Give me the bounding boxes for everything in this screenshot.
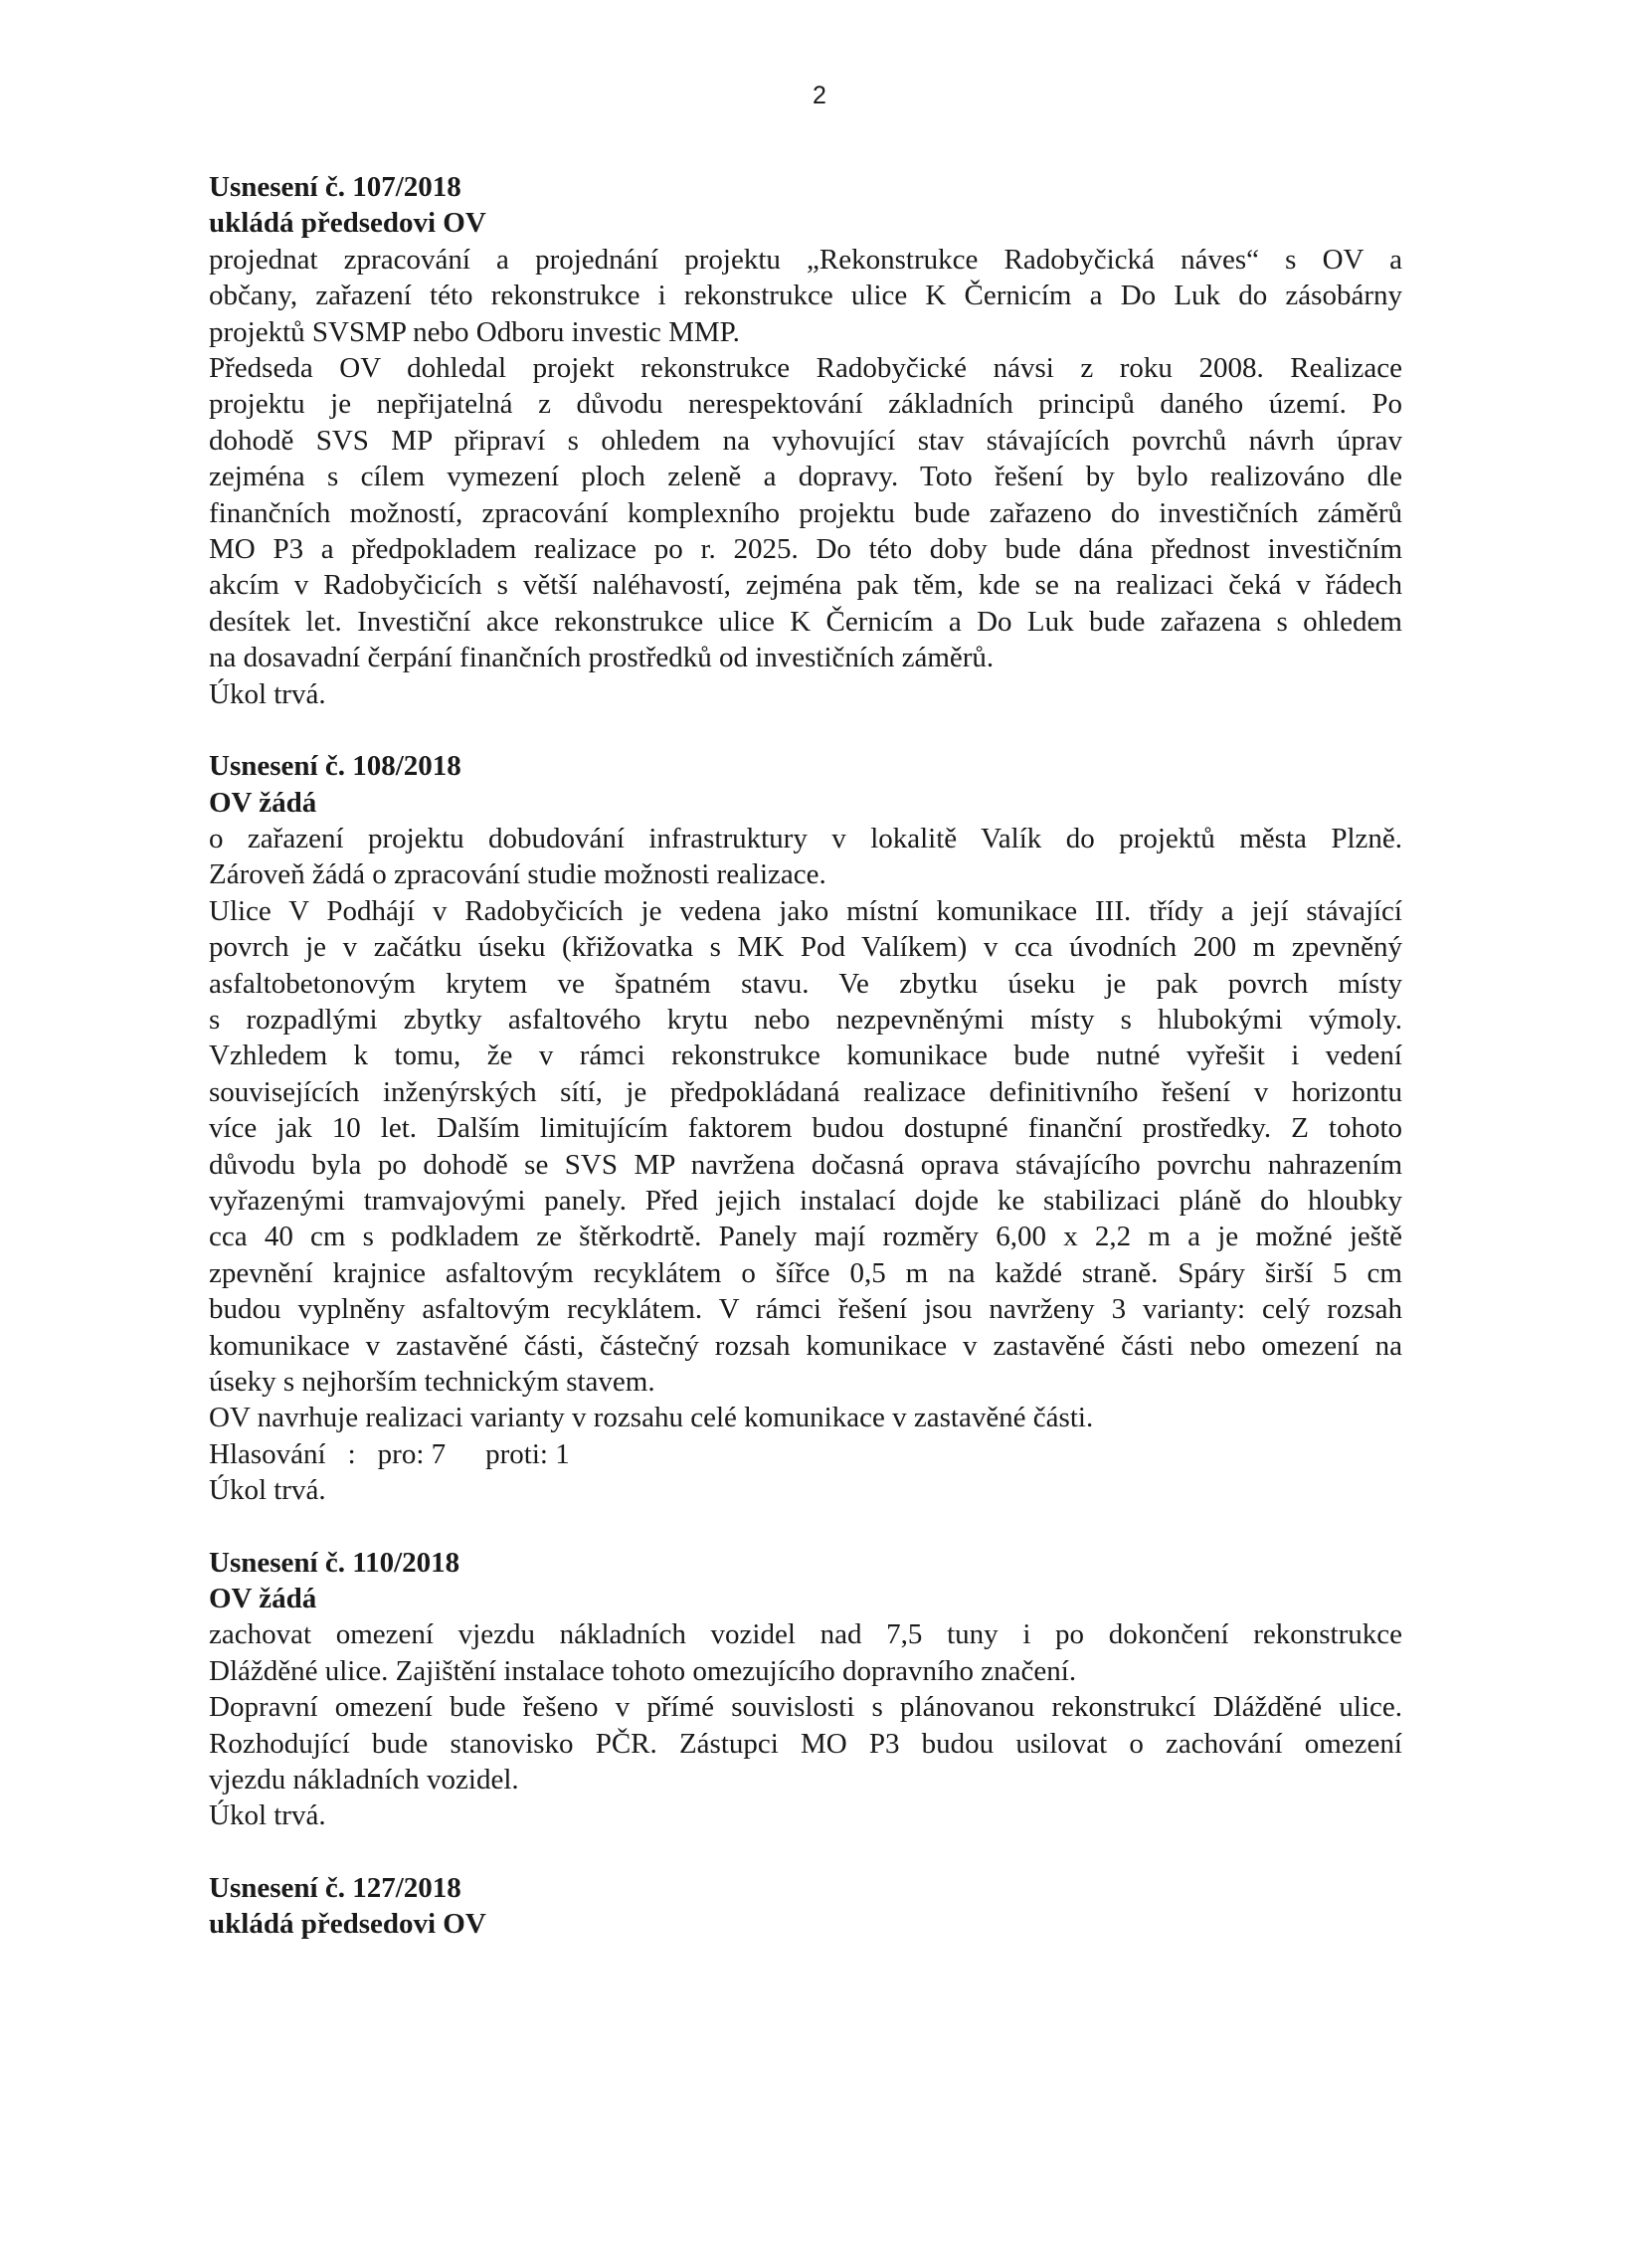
- resolution-number: Usnesení č. 107/2018: [209, 171, 461, 203]
- resolution-108: [209, 748, 1402, 1509]
- resolution-status: Úkol trvá.: [209, 1799, 326, 1832]
- resolution-text-line: zachovat omezení vjezdu nákladních vozidel nad 7,5 tuny i po dokončení rekonstrukce: [209, 1618, 1402, 1651]
- resolution-107: [209, 169, 1402, 712]
- resolution-text-line: asfaltobetonovým krytem ve špatném stavu. Ve zbytku úseku je pak povrch místy: [209, 967, 1402, 1000]
- resolution-number: Usnesení č. 110/2018: [209, 1546, 460, 1579]
- resolution-subject: ukládá předsedovi OV: [209, 1908, 486, 1941]
- resolution-text-line: komunikace v zastavěné části, částečný rozsah komunikace v zastavěné části nebo omezení na: [209, 1329, 1402, 1362]
- resolution-text-line: občany, zařazení této rekonstrukce i rekonstrukce ulice K Černicím a Do Luk do zásobárny: [209, 280, 1402, 312]
- resolution-text-line: o zařazení projektu dobudování infrastruktury v lokalitě Valík do projektů města Plzně.: [209, 822, 1402, 854]
- resolution-text-line: zpevnění krajnice asfaltovým recyklátem o šířce 0,5 m na každé straně. Spáry širší 5 cm: [209, 1256, 1402, 1289]
- resolution-text-line: vjezdu nákladních vozidel.: [209, 1764, 519, 1796]
- resolution-text-line: zejména s cílem vymezení ploch zeleně a dopravy. Toto řešení by bylo realizováno dle: [209, 461, 1402, 493]
- resolution-subject: OV žádá: [209, 1583, 317, 1615]
- resolution-text-line: úseky s nejhorším technickým stavem.: [209, 1366, 655, 1398]
- resolution-127: [209, 1870, 1402, 1943]
- resolution-status: Úkol trvá.: [209, 677, 326, 710]
- resolution-text-line: Předseda OV dohledal projekt rekonstrukce Radobyčické návsi z roku 2008. Realizace: [209, 352, 1402, 385]
- page-number: 2: [813, 82, 826, 109]
- resolution-text-line: MO P3 a předpokladem realizace po r. 2025. Do této doby bude dána přednost investičním: [209, 533, 1402, 566]
- resolution-text-line: cca 40 cm s podkladem ze štěrkodrtě. Panely mají rozměry 6,00 x 2,2 m a je možné ještě: [209, 1221, 1402, 1253]
- vote-separator: :: [347, 1437, 356, 1470]
- resolution-text-line: povrch je v začátku úseku (křižovatka s MK Pod Valíkem) v cca úvodních 200 m zpevněný: [209, 931, 1402, 964]
- resolution-text-line: vyřazenými tramvajovými panely. Před jejich instalací dojde ke stabilizaci pláně do hloubky: [209, 1184, 1402, 1217]
- resolution-text-line: projektu je nepřijatelná z důvodu nerespektování základních principů daného území. Po: [209, 388, 1402, 421]
- vote-label: Hlasování: [209, 1437, 326, 1470]
- resolution-text-line: více jak 10 let. Dalším limitujícím faktorem budou dostupné finanční prostředky. Z tohoto: [209, 1112, 1402, 1145]
- vote-against: proti: 1: [485, 1437, 570, 1470]
- resolution-110: [209, 1545, 1402, 1834]
- resolution-text-line: Dopravní omezení bude řešeno v přímé souvislosti s plánovanou rekonstrukcí Dlážděné ulice.: [209, 1691, 1402, 1724]
- resolution-text-line: na dosavadní čerpání finančních prostředků od investičních záměrů.: [209, 642, 995, 674]
- resolution-text-line: s rozpadlými zbytky asfaltového krytu nebo nezpevněnými místy s hlubokými výmoly.: [209, 1003, 1402, 1036]
- resolution-subject: OV žádá: [209, 786, 317, 819]
- resolution-number: Usnesení č. 108/2018: [209, 750, 461, 783]
- resolution-text-line: Zároveň žádá o zpracování studie možnosti realizace.: [209, 858, 826, 891]
- resolution-text-line: Vzhledem k tomu, že v rámci rekonstrukce komunikace bude nutné vyřešit i vedení: [209, 1040, 1402, 1072]
- resolution-text-line: Rozhodující bude stanovisko PČR. Zástupci MO P3 budou usilovat o zachování omezení: [209, 1727, 1402, 1760]
- resolution-text-line: finančních možností, zpracování komplexního projektu bude zařazeno do investičních záměrů: [209, 496, 1402, 529]
- resolution-text-line: projednat zpracování a projednání projektu „Rekonstrukce Radobyčická náves“ s OV a: [209, 243, 1402, 276]
- resolution-text-line: OV navrhuje realizaci varianty v rozsahu celé komunikace v zastavěné části.: [209, 1402, 1094, 1434]
- vote-result: [209, 1436, 1402, 1472]
- resolution-text-line: desítek let. Investiční akce rekonstrukce ulice K Černicím a Do Luk bude zařazena s ohledem: [209, 605, 1402, 638]
- resolution-text-line: akcím v Radobyčicích s větší naléhavostí, zejména pak těm, kde se na realizaci čeká v řádech: [209, 569, 1402, 602]
- resolution-text-line: souvisejících inženýrských sítí, je předpokládaná realizace definitivního řešení v horizontu: [209, 1075, 1402, 1108]
- resolution-text-line: Dlážděné ulice. Zajištění instalace tohoto omezujícího dopravního značení.: [209, 1654, 1077, 1687]
- document-body: [209, 169, 1402, 1979]
- resolution-status: Úkol trvá.: [209, 1474, 326, 1507]
- vote-for: pro: 7: [377, 1437, 447, 1470]
- resolution-number: Usnesení č. 127/2018: [209, 1871, 461, 1904]
- resolution-text-line: důvodu byla po dohodě se SVS MP navržena dočasná oprava stávajícího povrchu nahrazením: [209, 1148, 1402, 1181]
- resolution-text-line: Ulice V Podhájí v Radobyčicích je vedena jako místní komunikace III. třídy a její stávající: [209, 894, 1402, 927]
- resolution-text-line: dohodě SVS MP připraví s ohledem na vyhovující stav stávajících povrchů návrh úprav: [209, 424, 1402, 457]
- resolution-subject: ukládá předsedovi OV: [209, 207, 486, 240]
- resolution-text-line: budou vyplněny asfaltovým recyklátem. V rámci řešení jsou navrženy 3 varianty: celý rozsah: [209, 1293, 1402, 1326]
- resolution-text-line: projektů SVSMP nebo Odboru investic MMP.: [209, 315, 740, 348]
